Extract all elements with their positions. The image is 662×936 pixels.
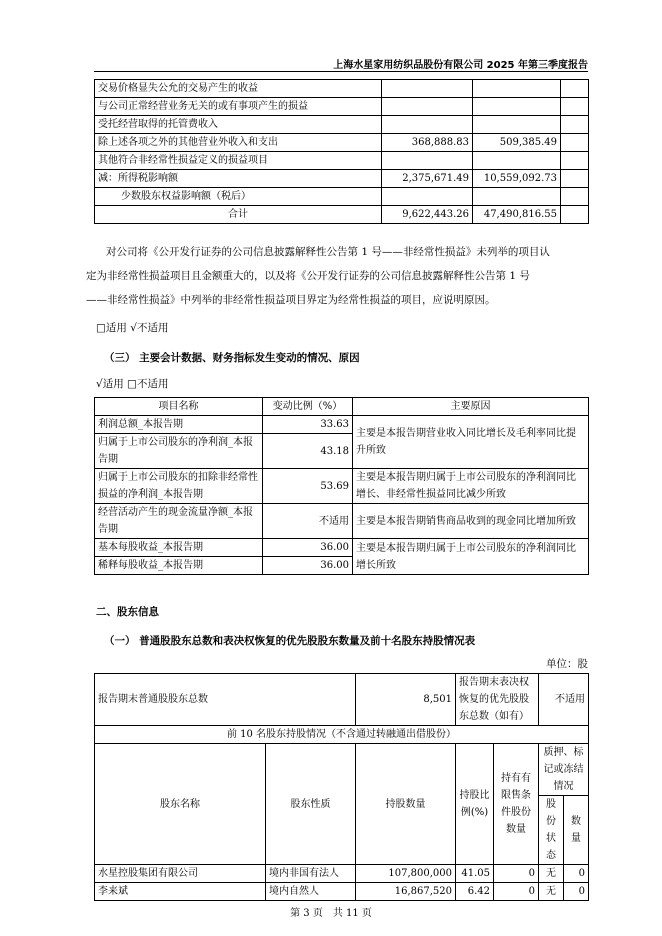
table-header-row: 项目名称 变动比例（%） 主要原因 [95,398,589,416]
table-row [95,80,589,98]
applicable-checkbox-2: √适用 □不适用 [96,378,169,390]
table-row: 利润总额_本报告期 33.63 主要是本报告期营业收入同比增长及毛利率同比提升所致 [95,416,589,434]
table-row-total: 合计 9,622,443.26 47,490,816.55 [95,206,589,224]
row-label: 减：所得税影响额 [95,170,382,188]
table-row: 稀释每股收益_本报告期 36.00 [95,557,589,575]
table-row: 基本每股收益_本报告期 36.00 主要是本报告期归属于上市公司股东的净利润同比增长所致 [95,539,589,557]
table-row: 归属于上市公司股东的扣除非经常性损益的净利润_本报告期 53.69 主要是本报告期归属于上市公司股东的净利润同比增长、非经常性损益同比减少所致 [95,469,589,504]
nonrecurring-table [94,79,589,224]
table-row [95,98,589,116]
table-row [95,152,589,170]
page-header: 上海水星家用纺织品股份有限公司 2025 年第三季度报告 [333,60,588,71]
row-label: 受托经营取得的托管费收入 [95,116,382,134]
indicator-change-table [94,397,589,575]
row-label: 其他符合非经常性损益定义的损益项目 [95,152,382,170]
section-3-title: （三） 主要会计数据、财务指标发生变动的情况、原因 [104,352,360,364]
table-row: 除上述各项之外的其他营业外收入和支出 368,888.83 509,385.49 [95,134,589,152]
row-label: 与公司正常经营业务无关的或有事项产生的损益 [95,98,382,116]
section-shareholders-title: 二、股东信息 [96,606,159,618]
reason-cell: 主要是本报告期归属于上市公司股东的净利润同比增长、非经常性损益同比减少所致 [353,469,589,504]
table-row: 归属于上市公司股东的净利润_本报告期 43.18 [95,434,589,469]
table-header-row: 股份状态 数量 [95,796,589,865]
row-label: 少数股东权益影响额（税后） [95,188,382,206]
row-label: 除上述各项之外的其他营业外收入和支出 [95,134,382,152]
table-row [95,188,589,206]
table-row: 减：所得税影响额 2,375,671.49 10,559,092.73 [95,170,589,188]
subsection-1-title: （一） 普通股股东总数和表决权恢复的优先股股东数量及前十名股东持股情况表 [104,635,476,647]
row-label: 合计 [95,206,382,224]
table-row: 经营活动产生的现金流量净额_本报告期 不适用 主要是本报告期销售商品收到的现金同比增加所致 [95,504,589,539]
reason-cell: 主要是本报告期销售商品收到的现金同比增加所致 [353,504,589,539]
page-footer: 第 3 页 共 11 页 [290,908,372,919]
applicable-checkbox-1: □适用 √不适用 [96,322,169,334]
table-header-row: 股东名称 股东性质 持股数量 持股比例(%) 持有有限售条件股份数量 质押、标记或冻结情况 [95,744,589,796]
table-row: 报告期末普通股股东总数 8,501 报告期末表决权恢复的优先股股东总数（如有） 不适用 [95,674,589,726]
header-rule [94,71,588,72]
explanation-paragraph: 对公司将《公开发行证券的公司信息披露解释性公告第 1 号——非经常性损益》未列举的项目认 定为非经常性损益项目且金额重大的，以及将《公开发行证券的公司信息披露解释性公告第 1 号 ——非经常性损益》中列举的非经常性损益项目界定为经常性损益的项目，应说明原因。 [86,246,550,306]
reason-cell: 主要是本报告期营业收入同比增长及毛利率同比提升所致 [353,416,589,469]
table-row: 水星控股集团有限公司 境内非国有法人 107,800,000 41.05 0 无 0 [95,865,589,883]
table-row: 李来斌 境内自然人 16,867,520 6.42 0 无 0 [95,883,589,901]
table-row: 前 10 名股东持股情况（不含通过转融通出借股份） [95,726,589,744]
unit-label: 单位：股 [546,658,588,670]
row-label: 交易价格显失公允的交易产生的收益 [95,80,382,98]
table-row [95,116,589,134]
reason-cell: 主要是本报告期归属于上市公司股东的净利润同比增长所致 [353,539,589,575]
shareholders-table [94,673,589,901]
